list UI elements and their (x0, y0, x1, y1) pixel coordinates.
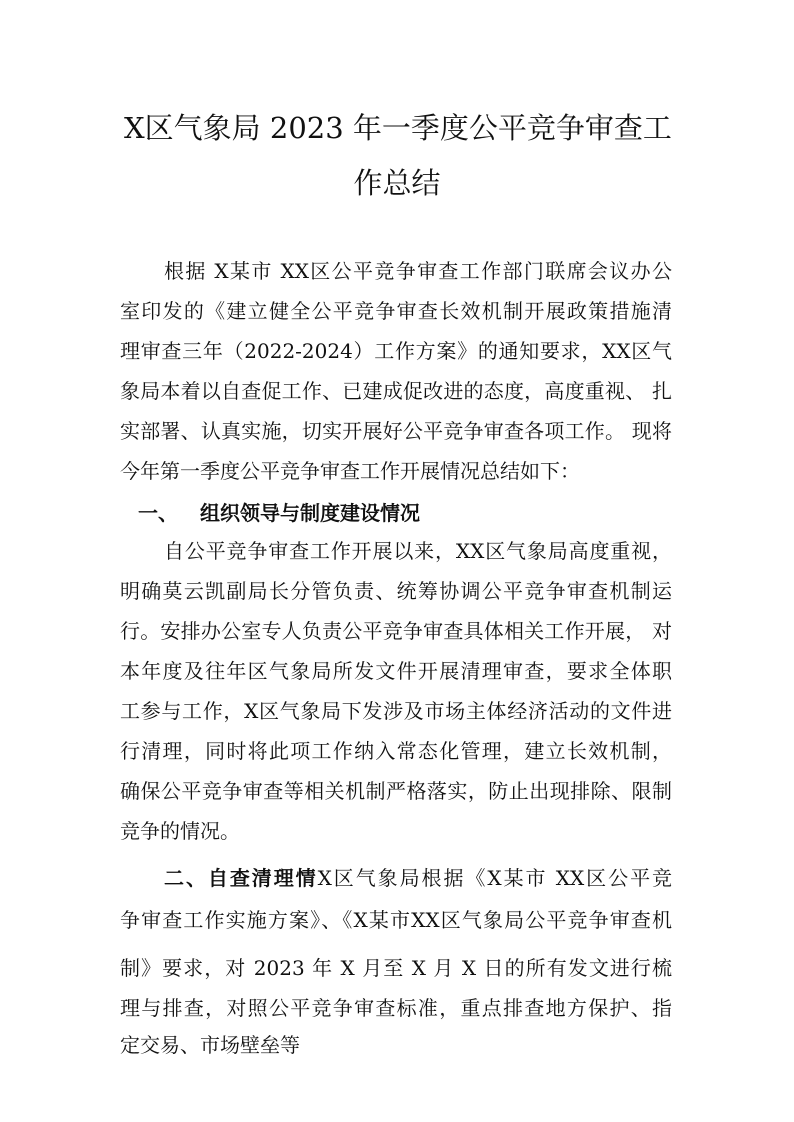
paragraph-line: 理审查三年（2022-2024）工作方案》的通知要求，XX区气 (120, 339, 672, 363)
section-2-heading: 二、自查清理情 (164, 866, 318, 890)
paragraph-line: 争审查工作实施方案》、《X某市XX区气象局公平竞争审查机 (120, 908, 672, 932)
section-2-text: X区气象局根据《X某市 XX区公平竞 (317, 866, 673, 890)
paragraph-line: 制》要求，对 2023 年 X 月至 X 月 X 日的所有发文进行梳 (120, 956, 672, 980)
document-title-line1: X区气象局 2023 年一季度公平竞争审查工 (124, 111, 672, 145)
paragraph-line: 行。安排办公室专人负责公平竞争审查具体相关工作开展， 对 (120, 619, 672, 643)
paragraph-line: 定交易、市场壁垒等 (120, 1033, 300, 1057)
paragraph-line: 根据 X某市 XX区公平竞争审查工作部门联席会议办公 (164, 259, 672, 283)
paragraph-line (164, 865, 672, 891)
section-title: 组织领导与制度建设情况 (200, 501, 420, 525)
paragraph-line: 竞争的情况。 (120, 819, 240, 843)
section-1-heading (138, 500, 420, 526)
paragraph-line: 象局本着以自查促工作、已建成促改进的态度，高度重视、 扎 (120, 379, 672, 403)
section-number: 一、 (138, 501, 178, 525)
paragraph-line: 本年度及往年区气象局所发文件开展清理审查，要求全体职 (120, 659, 672, 683)
paragraph-line: 自公平竞争审查工作开展以来，XX区气象局高度重视， (164, 539, 672, 563)
paragraph-line: 室印发的《建立健全公平竞争审查长效机制开展政策措施清 (120, 299, 672, 323)
paragraph-line: 行清理，同时将此项工作纳入常态化管理，建立长效机制， (120, 739, 672, 763)
paragraph-line: 明确莫云凯副局长分管负责、统筹协调公平竞争审查机制运 (120, 579, 672, 603)
paragraph-line: 理与排查，对照公平竞争审查标准，重点排查地方保护、指 (120, 996, 672, 1020)
paragraph-line: 确保公平竞争审查等相关机制严格落实，防止出现排除、限制 (120, 779, 672, 803)
paragraph-line: 今年第一季度公平竞争审查工作开展情况总结如下： (120, 459, 580, 483)
paragraph-line: 实部署、认真实施，切实开展好公平竞争审查各项工作。 现将 (120, 419, 672, 443)
document-title-line2: 作总结 (353, 166, 441, 200)
paragraph-line: 工参与工作，X区气象局下发涉及市场主体经济活动的文件进 (120, 699, 672, 723)
